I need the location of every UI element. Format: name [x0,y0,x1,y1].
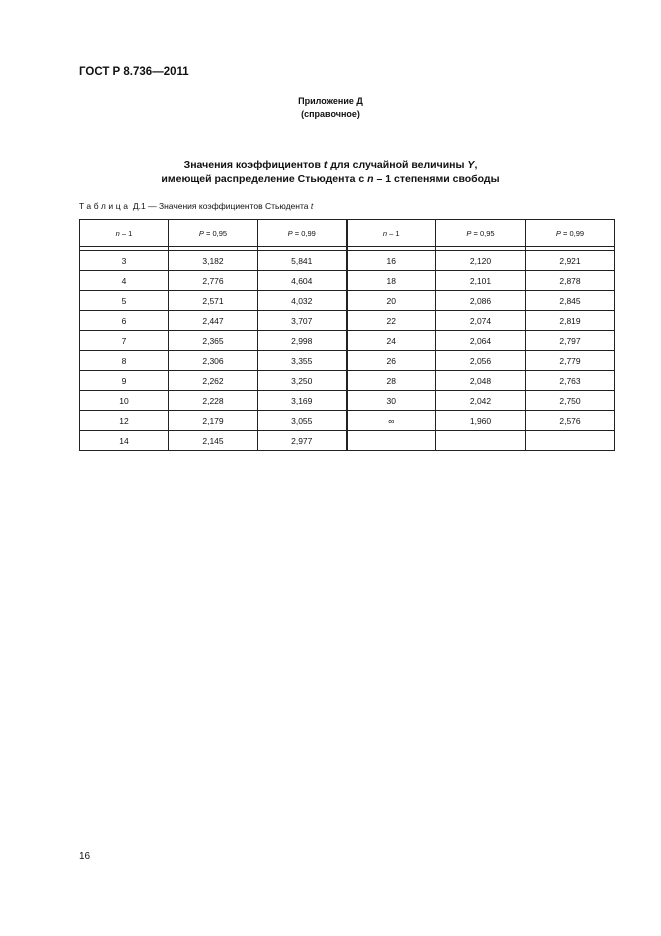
table-row [80,431,615,451]
table-cell: 20 [347,291,436,311]
table-row [80,391,615,411]
table-cell: 28 [347,371,436,391]
table-cell: 2,779 [526,351,615,371]
header-p99-left: P = 0,99 [258,220,347,247]
table-cell: 2,977 [258,431,347,451]
table-cell: 14 [80,431,169,451]
table-row [80,351,615,371]
table-cell: ∞ [347,411,436,431]
table-cell: 2,819 [526,311,615,331]
document-code: ГОСТ Р 8.736—2011 [79,66,189,78]
table-row [80,371,615,391]
table-cell: 2,064 [436,331,526,351]
table-cell: 3,169 [258,391,347,411]
table-cell: 3,055 [258,411,347,431]
table-cell: 3,182 [169,251,258,271]
table-row [80,311,615,331]
table-cell: 2,921 [526,251,615,271]
table-cell: 2,365 [169,331,258,351]
table-body [80,251,615,451]
table-cell: 2,228 [169,391,258,411]
table-cell: 22 [347,311,436,331]
table-cell: 2,797 [526,331,615,351]
header-p95-left: P = 0,95 [169,220,258,247]
table-cell: 8 [80,351,169,371]
caption-label: Таблица [79,201,131,211]
table-cell: 30 [347,391,436,411]
table-cell: 2,042 [436,391,526,411]
table-row [80,251,615,271]
table-cell: 4,604 [258,271,347,291]
table-cell: 2,576 [526,411,615,431]
table-cell: 2,878 [526,271,615,291]
table-cell: 3 [80,251,169,271]
table-cell [347,431,436,451]
header-p99-right: P = 0,99 [526,220,615,247]
table-cell: 4 [80,271,169,291]
appendix-type: (справочное) [301,109,360,119]
table-row [80,331,615,351]
page-number: 16 [79,851,91,862]
table-cell: 7 [80,331,169,351]
table-cell [436,431,526,451]
student-t-table [79,219,615,451]
table-cell: 10 [80,391,169,411]
table-cell: 2,179 [169,411,258,431]
table-cell: 4,032 [258,291,347,311]
header-n-right: n – 1 [347,220,436,247]
table-cell: 26 [347,351,436,371]
table-cell: 2,074 [436,311,526,331]
table-row [80,411,615,431]
table-cell: 2,306 [169,351,258,371]
table-header-row [80,220,615,247]
table-cell: 2,447 [169,311,258,331]
table-cell: 24 [347,331,436,351]
table-cell: 16 [347,251,436,271]
table-cell: 2,086 [436,291,526,311]
table-cell: 2,845 [526,291,615,311]
table-caption: Таблица Д.1 — Значения коэффициентов Стьюдента t [79,201,314,211]
table-cell: 3,707 [258,311,347,331]
table-cell: 2,776 [169,271,258,291]
table-cell [526,431,615,451]
table-cell: 2,750 [526,391,615,411]
table-cell: 9 [80,371,169,391]
table-cell: 2,048 [436,371,526,391]
table-cell: 5 [80,291,169,311]
table-cell: 2,571 [169,291,258,311]
appendix-heading [0,95,661,121]
title-line-1: Значения коэффициентов t для случайной величины Y, [183,159,478,171]
table-cell: 2,056 [436,351,526,371]
table-row [80,291,615,311]
table-cell: 2,998 [258,331,347,351]
table-cell: 2,262 [169,371,258,391]
table-cell: 3,250 [258,371,347,391]
table-cell: 6 [80,311,169,331]
table-cell: 2,763 [526,371,615,391]
table-cell: 3,355 [258,351,347,371]
table-cell: 1,960 [436,411,526,431]
section-title [0,158,661,186]
table-cell: 18 [347,271,436,291]
table-cell: 5,841 [258,251,347,271]
table-cell: 2,120 [436,251,526,271]
table-cell: 2,145 [169,431,258,451]
table-row [80,271,615,291]
table-cell: 2,101 [436,271,526,291]
table-cell: 12 [80,411,169,431]
header-p95-right: P = 0,95 [436,220,526,247]
header-n-left: n – 1 [80,220,169,247]
title-line-2: имеющей распределение Стьюдента с n – 1 степенями свободы [161,173,500,185]
appendix-label: Приложение Д [298,96,363,106]
